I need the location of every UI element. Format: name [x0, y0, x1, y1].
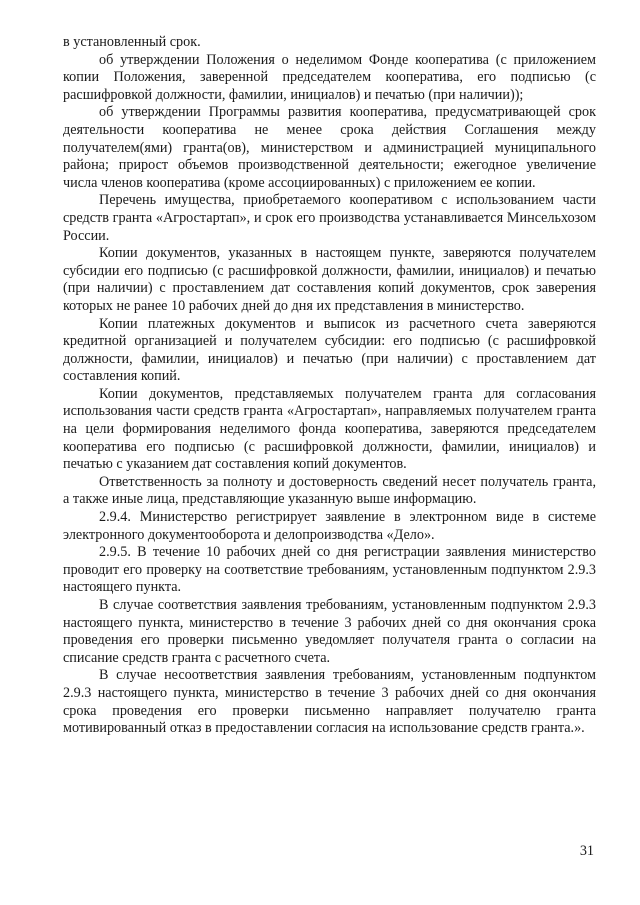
paragraph-4: Перечень имущества, приобретаемого кооперативом с использованием части средств гранта «Агростартап», и срок его производства устанавливается Минсельхозом России. — [63, 192, 596, 244]
paragraph-10: 2.9.5. В течение 10 рабочих дней со дня регистрации заявления министерство проводит его проверку на соответствие требованиям, установленным подпунктом 2.9.3 настоящего пункта. — [63, 544, 596, 596]
paragraph-5: Копии документов, указанных в настоящем пункте, заверяются получателем субсидии его подписью (с расшифровкой должности, фамилии, инициалов) и печатью (при наличии) с проставлением дат составления копий документов, срок заверения которых не ранее 10 рабочих дней до дня их представления в министерство. — [63, 245, 596, 314]
document-body — [63, 34, 596, 738]
paragraph-7: Копии документов, представляемых получателем гранта для согласования использования части средств гранта «Агростартап», направляемых получателем гранта на цели формирования неделимого фонда кооператива, заверяются председателем кооператива его подписью (с расшифровкой должности, фамилии, инициалов) и печатью с указанием дат составления копий документов. — [63, 385, 596, 473]
paragraph-1: в установленный срок. — [63, 34, 201, 50]
paragraph-8: Ответственность за полноту и достоверность сведений несет получатель гранта, а также иные лица, представляющие указанную выше информацию. — [63, 473, 596, 508]
paragraph-12: В случае несоответствия заявления требованиям, установленным подпунктом 2.9.3 настоящего пункта, министерство в течение 3 рабочих дней со дня окончания срока проведения его проверки письменно направляет получателю гранта мотивированный отказ в предоставлении согласия на использование средств гранта.». — [63, 667, 596, 737]
paragraph-2: об утверждении Положения о неделимом Фонде кооператива (с приложением копии Положения, заверенной председателем кооператива, его подписью (с расшифровкой должности, фамилии, инициалов) и печатью (при наличии)); — [63, 51, 596, 103]
paragraph-11: В случае соответствия заявления требованиям, установленным подпунктом 2.9.3 настоящего пункта, министерство в течение 3 рабочих дней со дня окончания срока проведения его проверки письменно уведомляет получателя гранта о согласии на списание средств гранта с расчетного счета. — [63, 597, 596, 666]
page-number: 31 — [579, 843, 594, 859]
paragraph-3: об утверждении Программы развития кооператива, предусматривающей срок деятельности кооператива не менее срока действия Соглашения между получателем(ями) гранта(ов), министерством и администрацией муниципального района; прирост объемов производственной деятельности; ежегодное увеличение числа членов кооператива (кроме ассоциированных) с приложением ее копии. — [63, 104, 596, 191]
paragraph-6: Копии платежных документов и выписок из расчетного счета заверяются кредитной организацией и получателем субсидии: его подписью (с расшифровкой должности, фамилии, инициалов) и печатью (при наличии) с проставлением дат составления копий. — [63, 315, 596, 385]
paragraph-9: 2.9.4. Министерство регистрирует заявление в электронном виде в системе электронного документооборота и делопроизводства «Дело». — [63, 509, 596, 543]
